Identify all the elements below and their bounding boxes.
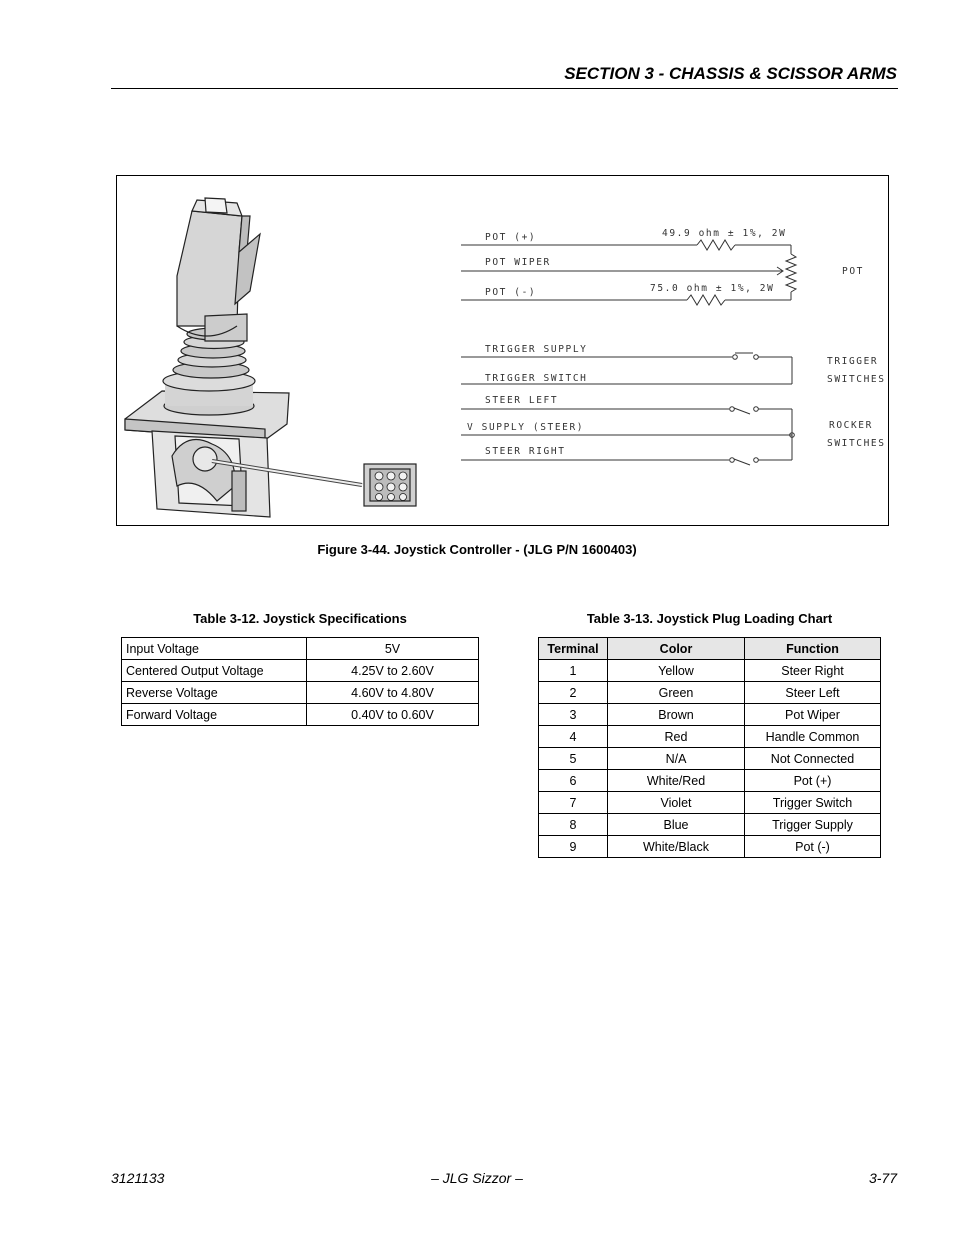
table-row xyxy=(539,836,881,858)
header-terminal: Terminal xyxy=(539,638,608,660)
spec-value-cell: 0.40V to 0.60V xyxy=(307,704,479,726)
label-trigger-switch: TRIGGER SWITCH xyxy=(485,373,588,384)
function-cell: Trigger Switch xyxy=(745,792,881,814)
footer-center: – JLG Sizzor – xyxy=(431,1170,523,1186)
function-cell: Pot Wiper xyxy=(745,704,881,726)
color-cell: White/Black xyxy=(608,836,745,858)
table-row xyxy=(122,638,479,660)
label-resistor-2: 75.0 ohm ± 1%, 2W xyxy=(650,283,775,294)
terminal-cell: 2 xyxy=(539,682,608,704)
header-function: Function xyxy=(745,638,881,660)
spec-parameter-cell: Reverse Voltage xyxy=(122,682,307,704)
terminal-cell: 5 xyxy=(539,748,608,770)
terminal-cell: 9 xyxy=(539,836,608,858)
spec-table-title: Table 3-12. Joystick Specifications xyxy=(193,611,407,626)
table-row xyxy=(539,792,881,814)
color-cell: Blue xyxy=(608,814,745,836)
terminal-cell: 6 xyxy=(539,770,608,792)
terminal-cell: 1 xyxy=(539,660,608,682)
label-pot-wiper: POT WIPER xyxy=(485,257,551,268)
function-cell: Trigger Supply xyxy=(745,814,881,836)
label-steer-right: STEER RIGHT xyxy=(485,446,566,457)
spec-parameter-cell: Forward Voltage xyxy=(122,704,307,726)
plug-table xyxy=(538,637,881,858)
terminal-cell: 4 xyxy=(539,726,608,748)
joystick-figure xyxy=(116,175,889,526)
spec-value-cell: 5V xyxy=(307,638,479,660)
spec-value-cell: 4.25V to 2.60V xyxy=(307,660,479,682)
section-title: SECTION 3 - CHASSIS & SCISSOR ARMS xyxy=(564,64,897,83)
function-cell: Handle Common xyxy=(745,726,881,748)
label-trigger: TRIGGER xyxy=(827,356,879,367)
label-trigger-switches: SWITCHES xyxy=(827,374,886,385)
table-row xyxy=(539,726,881,748)
label-pot-plus: POT (+) xyxy=(485,232,537,243)
table-row xyxy=(539,770,881,792)
label-trigger-supply: TRIGGER SUPPLY xyxy=(485,344,588,355)
terminal-cell: 7 xyxy=(539,792,608,814)
joystick-diagram xyxy=(117,176,890,527)
figure-caption: Figure 3-44. Joystick Controller - (JLG P/N 1600403) xyxy=(317,542,637,557)
table-row xyxy=(122,704,479,726)
color-cell: Violet xyxy=(608,792,745,814)
table-row xyxy=(539,704,881,726)
label-resistor-1: 49.9 ohm ± 1%, 2W xyxy=(662,228,787,239)
footer-doc-number: 3121133 xyxy=(111,1170,165,1186)
label-rocker: ROCKER xyxy=(829,420,873,431)
color-cell: Brown xyxy=(608,704,745,726)
color-cell: N/A xyxy=(608,748,745,770)
label-pot: POT xyxy=(842,266,864,277)
color-cell: Green xyxy=(608,682,745,704)
table-row xyxy=(539,814,881,836)
footer-page-number: 3-77 xyxy=(868,1170,897,1186)
terminal-cell: 3 xyxy=(539,704,608,726)
table-row xyxy=(122,660,479,682)
terminal-cell: 8 xyxy=(539,814,608,836)
header-color: Color xyxy=(608,638,745,660)
color-cell: White/Red xyxy=(608,770,745,792)
table-row xyxy=(122,682,479,704)
label-rocker-switches: SWITCHES xyxy=(827,438,886,449)
table-row xyxy=(539,748,881,770)
label-steer-left: STEER LEFT xyxy=(485,395,559,406)
function-cell: Pot (-) xyxy=(745,836,881,858)
header-rule xyxy=(111,88,898,89)
plug-table-header-row xyxy=(539,638,881,660)
plug-table-title: Table 3-13. Joystick Plug Loading Chart xyxy=(586,611,833,626)
function-cell: Not Connected xyxy=(745,748,881,770)
spec-parameter-cell: Centered Output Voltage xyxy=(122,660,307,682)
function-cell: Steer Left xyxy=(745,682,881,704)
function-cell: Pot (+) xyxy=(745,770,881,792)
spec-value-cell: 4.60V to 4.80V xyxy=(307,682,479,704)
joystick-illustration xyxy=(125,198,416,517)
table-row xyxy=(539,682,881,704)
function-cell: Steer Right xyxy=(745,660,881,682)
color-cell: Yellow xyxy=(608,660,745,682)
label-v-supply: V SUPPLY (STEER) xyxy=(467,422,585,433)
spec-table xyxy=(121,637,479,726)
color-cell: Red xyxy=(608,726,745,748)
spec-parameter-cell: Input Voltage xyxy=(122,638,307,660)
label-pot-minus: POT (-) xyxy=(485,287,537,298)
table-row xyxy=(539,660,881,682)
